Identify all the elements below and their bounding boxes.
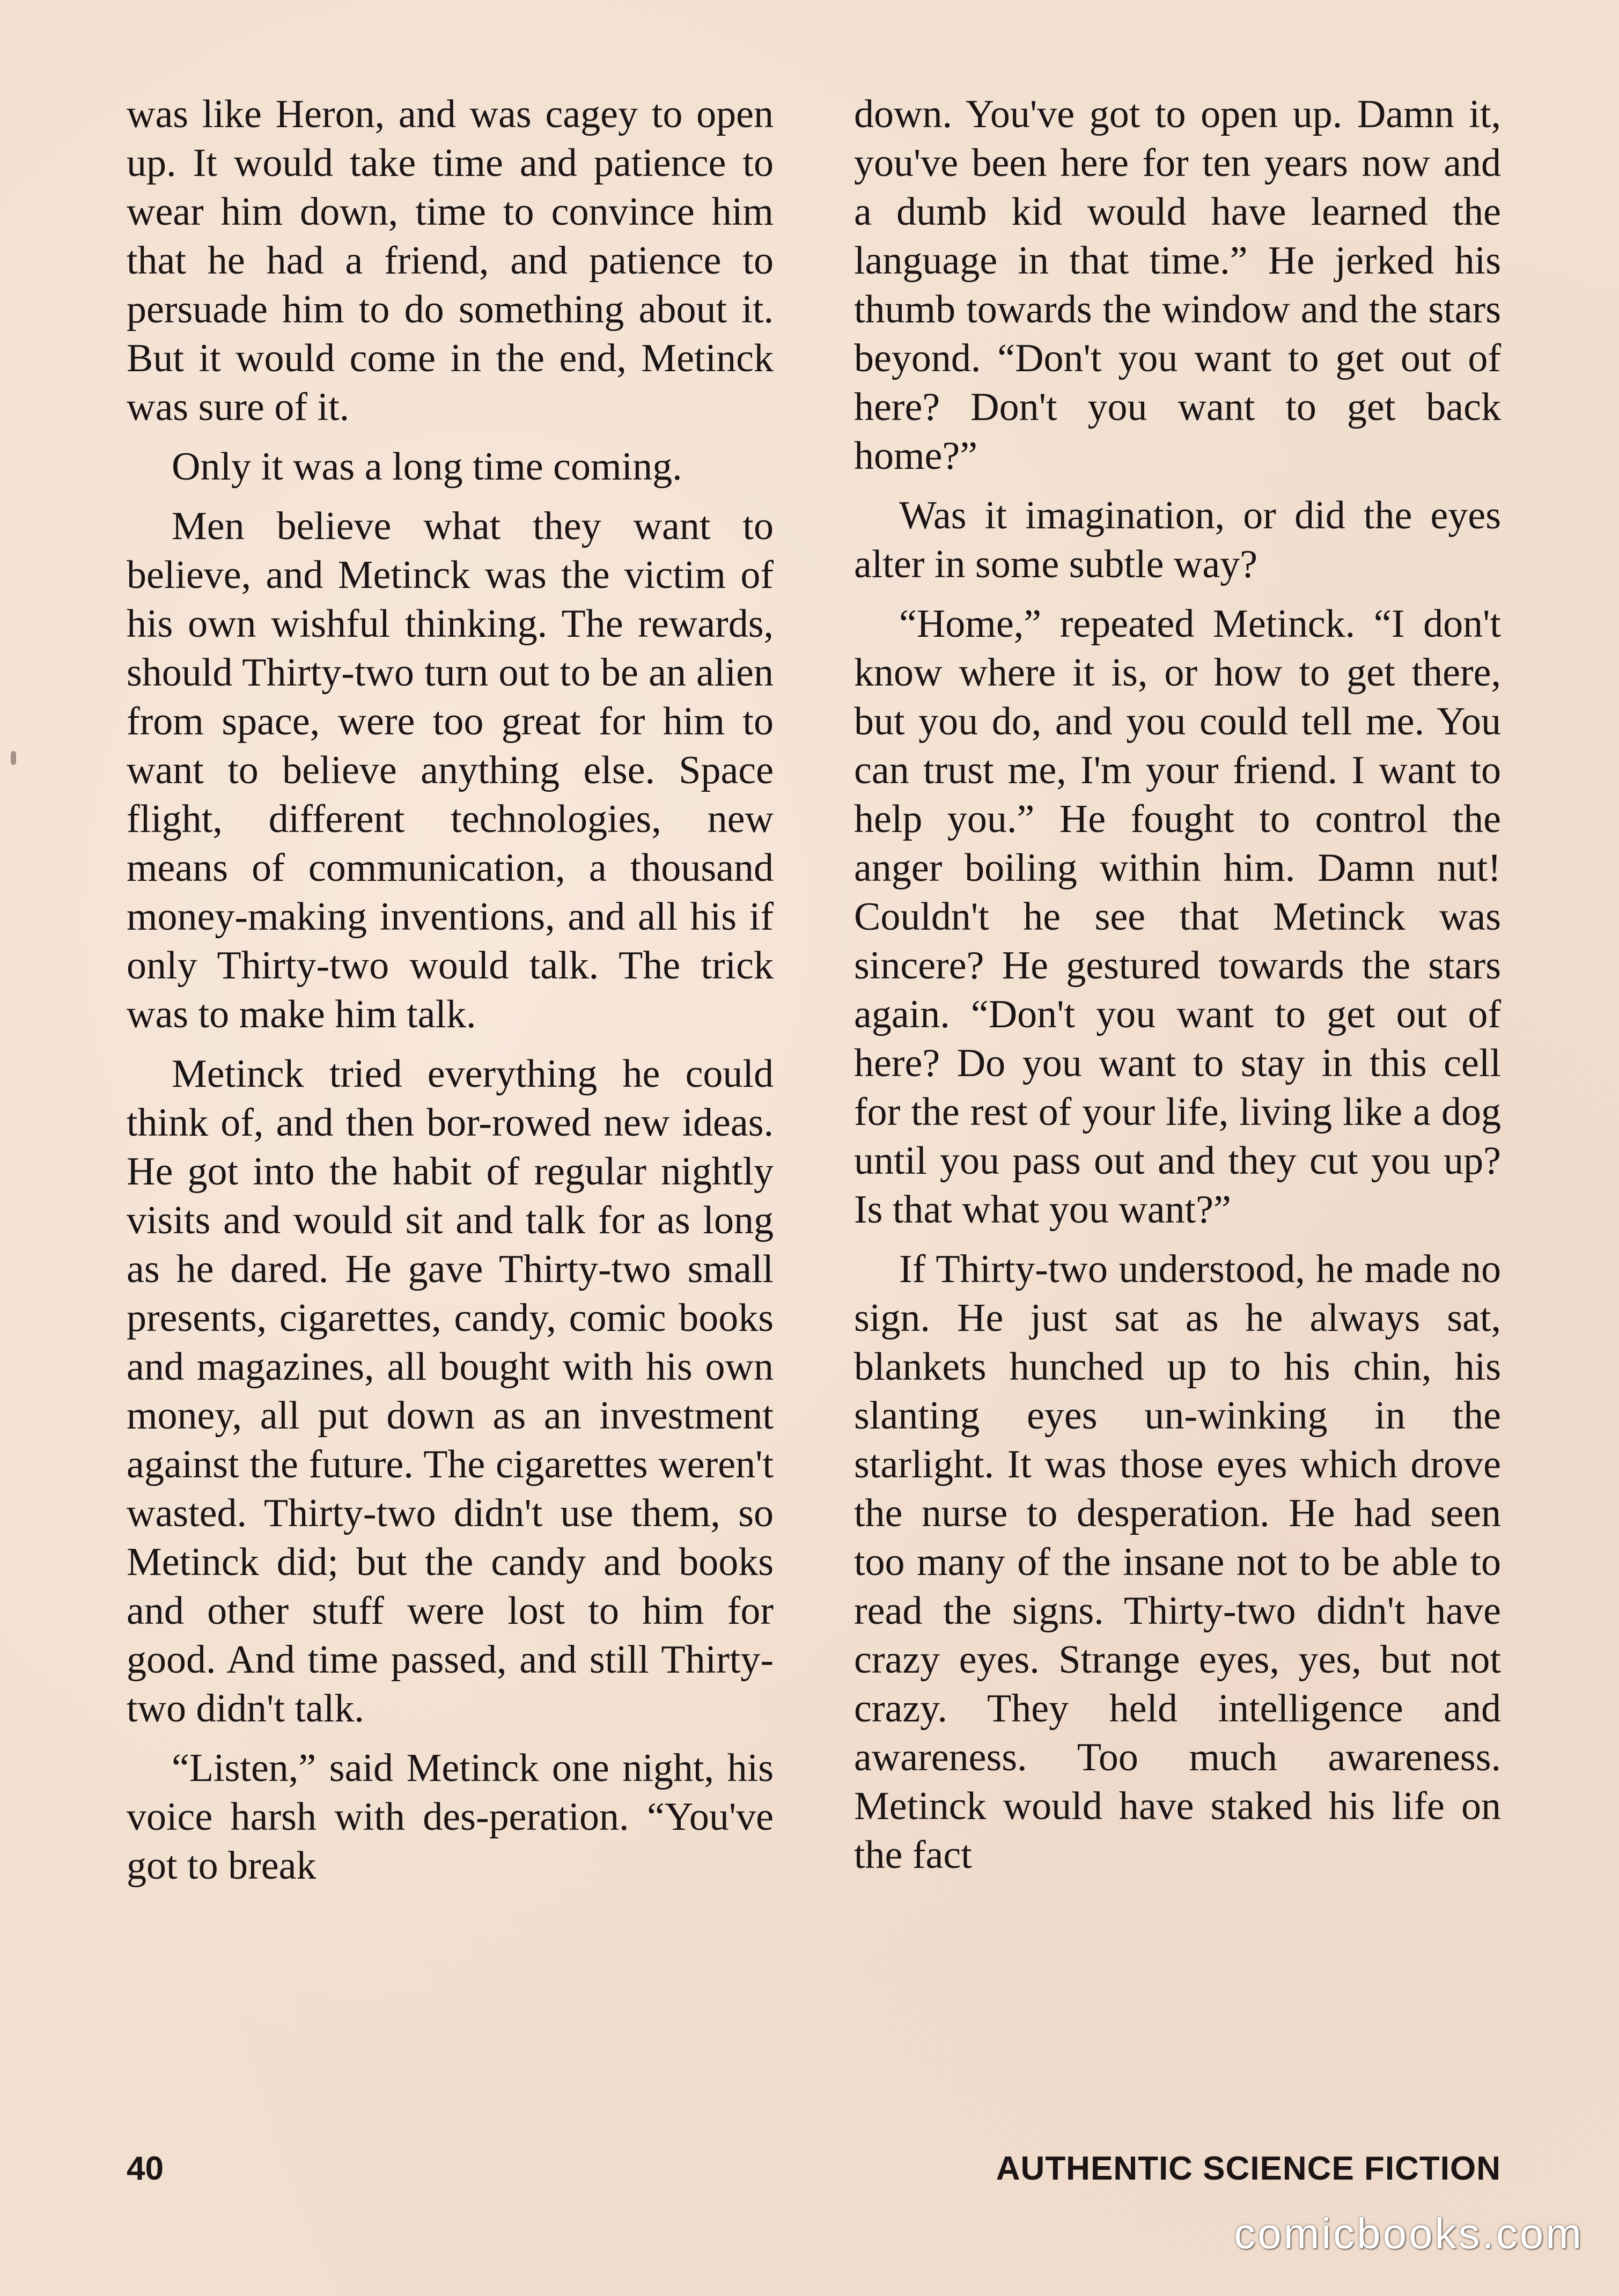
paragraph: Men believe what they want to believe, and Metinck was the victim of his own wishful thinking. The rewards, should Thirty-two turn out to be an alien from space, were too great for him to want to believe anything else. Space flight, different technologies, new means of communication, a thousand money-making inventions, and all his if only Thirty-two would talk. The trick was to make him talk. <box>127 504 774 1036</box>
right-text-column <box>854 90 1501 1890</box>
paragraph: Was it imagination, or did the eyes alter in some subtle way? <box>854 494 1501 586</box>
paragraph: “Home,” repeated Metinck. “I don't know where it is, or how to get there, but you do, and you could tell me. You can trust me, I'm your friend. I want to help you.” He fought to control the anger boiling within him. Damn nut! Couldn't he see that Metinck was sincere? He gestured towards the stars again. “Don't you want to get out of here? Do you want to stay in this cell for the rest of your life, living like a dog until you pass out and they cut you up? Is that what you want?” <box>854 602 1501 1232</box>
paragraph: was like Heron, and was cagey to open up. It would take time and patience to wear him down, time to convince him that he had a friend, and patience to persuade him to do something about it. But it would come in the end, Metinck was sure of it. <box>127 92 774 429</box>
paragraph: If Thirty-two understood, he made no sign. He just sat as he always sat, blankets hunched up to his chin, his slanting eyes un-winking in the starlight. It was those eyes which drove the nurse to desperation. He had seen too many of the insane not to be able to read the signs. Thirty-two didn't have crazy eyes. Strange eyes, yes, but not crazy. They held intelligence and awareness. Too much awareness. Metinck would have staked his life on the fact <box>854 1247 1501 1877</box>
page-footer <box>127 2145 1501 2193</box>
paper-speck <box>11 751 16 765</box>
paragraph: down. You've got to open up. Damn it, you've been here for ten years now and a dumb kid would have learned the language in that time.” He jerked his thumb towards the window and the stars beyond. “Don't you want to get out of here? Don't you want to get back home?” <box>854 92 1501 478</box>
running-title: AUTHENTIC SCIENCE FICTION <box>996 2150 1501 2187</box>
page-number: 40 <box>127 2150 164 2187</box>
paragraph: “Listen,” said Metinck one night, his voice harsh with des-peration. “You've got to break <box>127 1746 774 1888</box>
paragraph: Only it was a long time coming. <box>172 445 682 489</box>
paragraph: Metinck tried everything he could think of, and then bor-rowed new ideas. He got into the habit of regular nightly visits and would sit and talk for as long as he dared. He gave Thirty-two small presents, cigarettes, candy, comic books and magazines, all bought with his own money, all put down as an investment against the future. The cigarettes weren't wasted. Thirty-two didn't use them, so Metinck did; but the candy and books and other stuff were lost to him for good. And time passed, and still Thirty-two didn't talk. <box>127 1052 774 1731</box>
left-text-column <box>127 90 774 1901</box>
watermark: comicbooks.com <box>1234 2210 1584 2257</box>
